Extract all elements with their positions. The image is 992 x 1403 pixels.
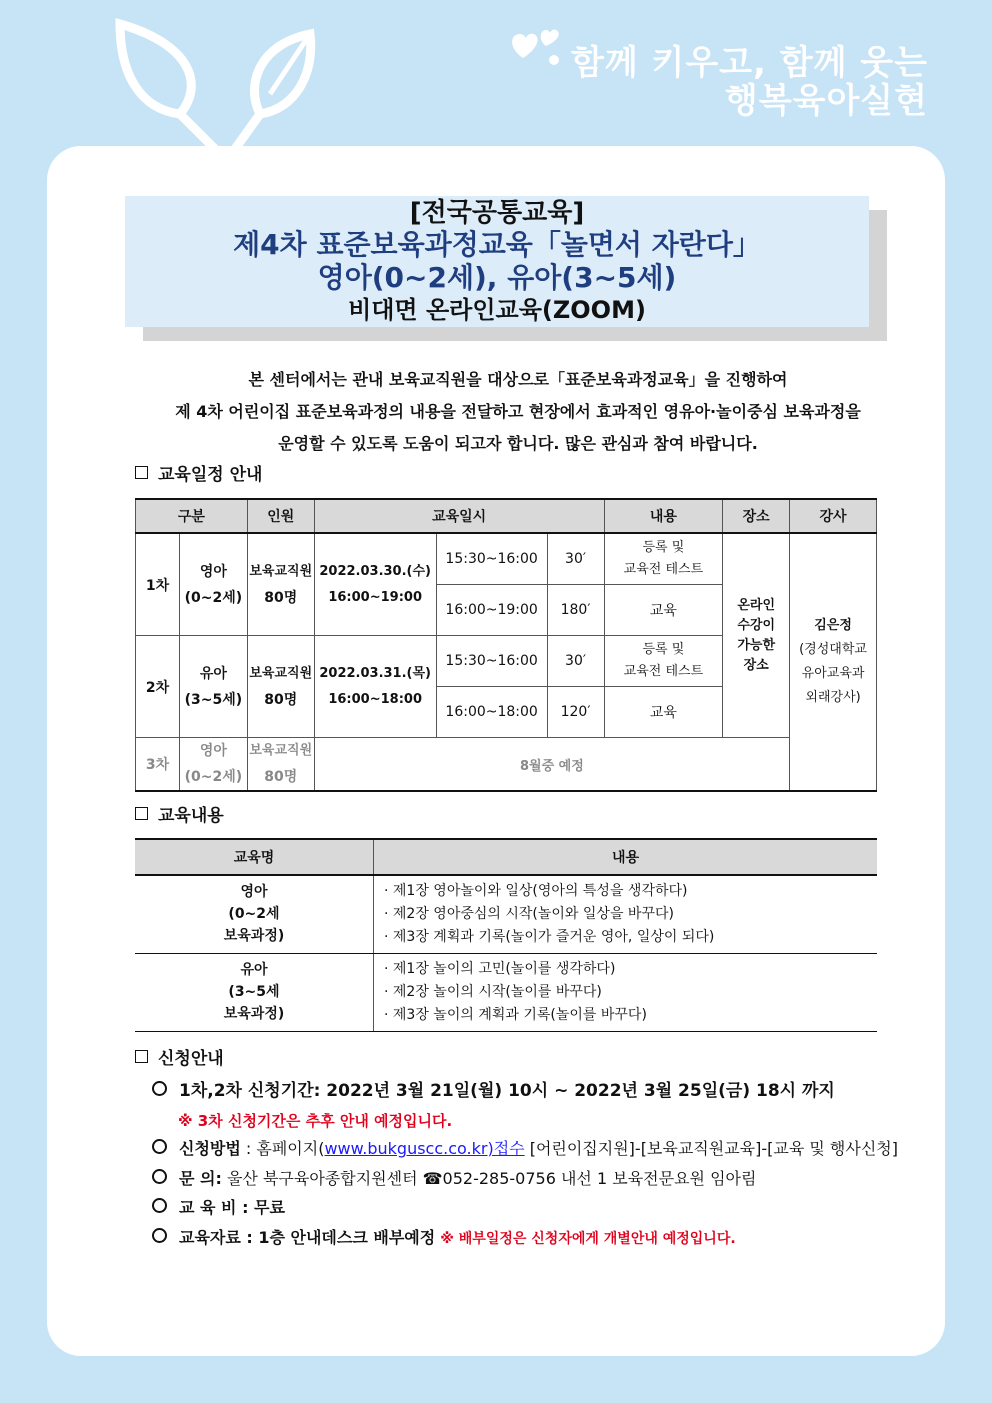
duration-cell: 30′ — [547, 636, 604, 687]
duration-cell: 120′ — [547, 687, 604, 738]
slot-time-cell: 16:00~19:00 — [436, 585, 547, 636]
checkbox-square-icon — [135, 466, 148, 479]
target-cell: 영아 (0~2세) — [179, 738, 247, 792]
homepage-link[interactable]: www.bukguscc.co.kr — [324, 1139, 488, 1158]
people-cell: 보육교직원 80명 — [247, 636, 314, 738]
slot-time-cell: 15:30~16:00 — [436, 533, 547, 585]
bullet-circle-icon — [152, 1228, 167, 1243]
apply-material: 교육자료 : 1층 안내데스크 배부예정 ※ 배부일정은 신청자에게 개별안내 예정입니다. — [152, 1225, 736, 1252]
header-people: 인원 — [247, 499, 314, 533]
round-cell: 2차 — [136, 636, 180, 738]
intro-line3: 운영할 수 있도록 도움이 되고자 합니다. 많은 관심과 참여 바랍니다. — [278, 434, 758, 453]
table-row — [135, 875, 877, 953]
table-row — [136, 738, 877, 792]
content-cell: 교육 — [604, 585, 723, 636]
duration-cell: 180′ — [547, 585, 604, 636]
note-cell: 8월중 예정 — [314, 738, 789, 792]
checkbox-square-icon — [135, 807, 148, 820]
section-content-heading — [135, 801, 224, 826]
course-name-cell: 유아 (3~5세 보육과정) — [135, 953, 374, 1031]
section-schedule-label: 교육일정 안내 — [158, 465, 263, 485]
title-line3: 영아(0~2세), 유아(3~5세) — [317, 261, 677, 294]
place-cell: 온라인 수강이 가능한 장소 — [723, 533, 790, 738]
schedule-header-row — [136, 499, 877, 533]
slogan-line2: 행복육아실현 — [724, 81, 928, 121]
section-apply-heading — [135, 1044, 224, 1069]
content-cell: 교육 — [604, 687, 723, 738]
slot-time-cell: 16:00~18:00 — [436, 687, 547, 738]
round-cell: 1차 — [136, 533, 180, 636]
course-items-cell: · 제1장 영아놀이와 일상(영아의 특성을 생각하다) · 제2장 영아중심의 시작(놀이와 일상을 바꾸다) · 제3장 계획과 기록(놀이가 즐거운 영아, 일상이 되다) — [374, 875, 878, 953]
section-schedule-heading — [135, 460, 262, 485]
title-box — [125, 196, 869, 327]
section-content-label: 교육내용 — [158, 806, 224, 826]
content-header-row — [135, 839, 877, 875]
checkbox-square-icon — [135, 1050, 148, 1063]
header-course-content: 내용 — [374, 839, 878, 875]
header-course-name: 교육명 — [135, 839, 374, 875]
intro-line2: 제 4차 어린이집 표준보육과정의 내용을 전달하고 현장에서 효과적인 영유아·놀이중심 보육과정을 — [175, 402, 861, 421]
bullet-circle-icon — [152, 1169, 167, 1184]
schedule-table — [135, 498, 877, 792]
slogan-line1: 함께 키우고, 함께 웃는 — [570, 43, 928, 83]
bullet-circle-icon — [152, 1198, 167, 1213]
leaf-decoration-icon — [110, 14, 350, 154]
table-row — [136, 533, 877, 585]
bullet-circle-icon — [152, 1081, 167, 1096]
slot-time-cell: 15:30~16:00 — [436, 636, 547, 687]
content-cell: 등록 및 교육전 테스트 — [604, 636, 723, 687]
apply-fee: 교 육 비 : 무료 — [152, 1195, 285, 1221]
slogan — [571, 44, 928, 120]
content-cell: 등록 및 교육전 테스트 — [604, 533, 723, 585]
header-category: 구분 — [136, 499, 248, 533]
apply-contact: 문 의: 울산 북구육아종합지원센터 ☎052-285-0756 내선 1 보육전문요원 임아림 — [152, 1166, 756, 1192]
date-cell: 2022.03.31.(목) 16:00~18:00 — [314, 636, 436, 738]
apply-method: 신청방법 : 홈페이지(www.bukguscc.co.kr)접수 [어린이집지원]-[보육교직원교육]-[교육 및 행사신청] — [152, 1136, 898, 1162]
intro-line1: 본 센터에서는 관내 보육교직원을 대상으로「표준보육과정교육」을 진행하여 — [248, 370, 788, 389]
target-cell: 영아 (0~2세) — [179, 533, 247, 636]
round-cell: 3차 — [136, 738, 180, 792]
section-apply-label: 신청안내 — [158, 1049, 224, 1069]
intro-text — [128, 364, 908, 460]
people-cell: 보육교직원 80명 — [247, 533, 314, 636]
date-cell: 2022.03.30.(수) 16:00~19:00 — [314, 533, 436, 636]
content-table — [135, 838, 877, 1032]
header-lecturer: 강사 — [790, 499, 877, 533]
people-cell: 보육교직원 80명 — [247, 738, 314, 792]
apply-period-note: ※ 3차 신청기간은 추후 안내 예정입니다. — [178, 1112, 453, 1130]
title-line1: [전국공통교육] — [409, 198, 585, 228]
lecturer-cell: 김은정 (경성대학교 유아교육과 외래강사) — [790, 533, 877, 791]
header-content: 내용 — [604, 499, 723, 533]
target-cell: 유아 (3~5세) — [179, 636, 247, 738]
bullet-circle-icon — [152, 1139, 167, 1154]
table-row — [135, 953, 877, 1031]
duration-cell: 30′ — [547, 533, 604, 585]
apply-period: 1차,2차 신청기간: 2022년 3월 21일(월) 10시 ~ 2022년 3월 25일(금) 18시 까지 — [152, 1078, 835, 1104]
course-items-cell: · 제1장 놀이의 고민(놀이를 생각하다) · 제2장 놀이의 시작(놀이를 바꾸다) · 제3장 놀이의 계획과 기록(놀이를 바꾸다) — [374, 953, 878, 1031]
course-name-cell: 영아 (0~2세 보육과정) — [135, 875, 374, 953]
title-line4: 비대면 온라인교육(ZOOM) — [348, 296, 646, 324]
hearts-decoration-icon — [508, 20, 568, 70]
title-line2: 제4차 표준보육과정교육「놀면서 자란다」 — [233, 228, 761, 261]
header-datetime: 교육일시 — [314, 499, 604, 533]
header-place: 장소 — [723, 499, 790, 533]
